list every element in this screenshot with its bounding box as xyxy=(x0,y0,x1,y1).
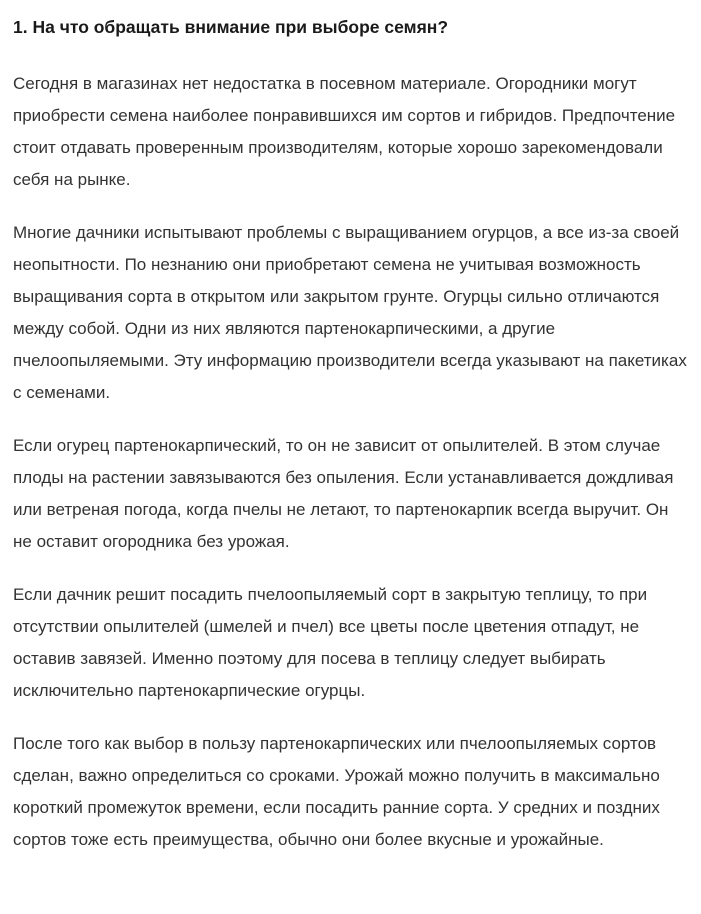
article xyxy=(0,14,701,914)
paragraph-parthenocarpic: Если огурец партенокарпический, то он не зависит от опылителей. В этом случае плоды на растении завязываются без опыления. Если устанавливается дождливая или ветреная погода, когда пчелы не летают, то партенокарпик всегда выручит. Он не оставит огородника без урожая. xyxy=(13,436,674,551)
paragraph-greenhouse: Если дачник решит посадить пчелоопыляемый сорт в закрытую теплицу, то при отсутствии опылителей (шмелей и пчел) все цветы после цветения отпадут, не оставив завязей. Именно поэтому для посева в теплицу следует выбирать исключительно партенокарпические огурцы. xyxy=(13,585,648,700)
paragraph-timing: После того как выбор в пользу партенокарпических или пчелоопыляемых сортов сделан, важно определиться со сроками. Урожай можно получить в максимально короткий промежуток времени, если посадить ранние сорта. У средних и поздних сортов тоже есть преимущества, обычно они более вкусные и урожайные. xyxy=(13,734,660,849)
paragraph-cucumber-types: Многие дачники испытывают проблемы с выращиванием огурцов, а все из-за своей неопытности. По незнанию они приобретают семена не учитывая возможность выращивания сорта в открытом или закрытом грунте. Огурцы сильно отличаются между собой. Одни из них являются партенокарпическими, а другие пчелоопыляемыми. Эту информацию производители всегда указывают на пакетиках с семенами. xyxy=(13,223,687,402)
section-heading: 1. На что обращать внимание при выборе семян? xyxy=(13,17,449,37)
paragraph-seed-market: Сегодня в магазинах нет недостатка в посевном материале. Огородники могут приобрести семена наиболее понравившихся им сортов и гибридов. Предпочтение стоит отдавать проверенным производителям, которые хорошо зарекомендовали себя на рынке. xyxy=(13,74,676,189)
